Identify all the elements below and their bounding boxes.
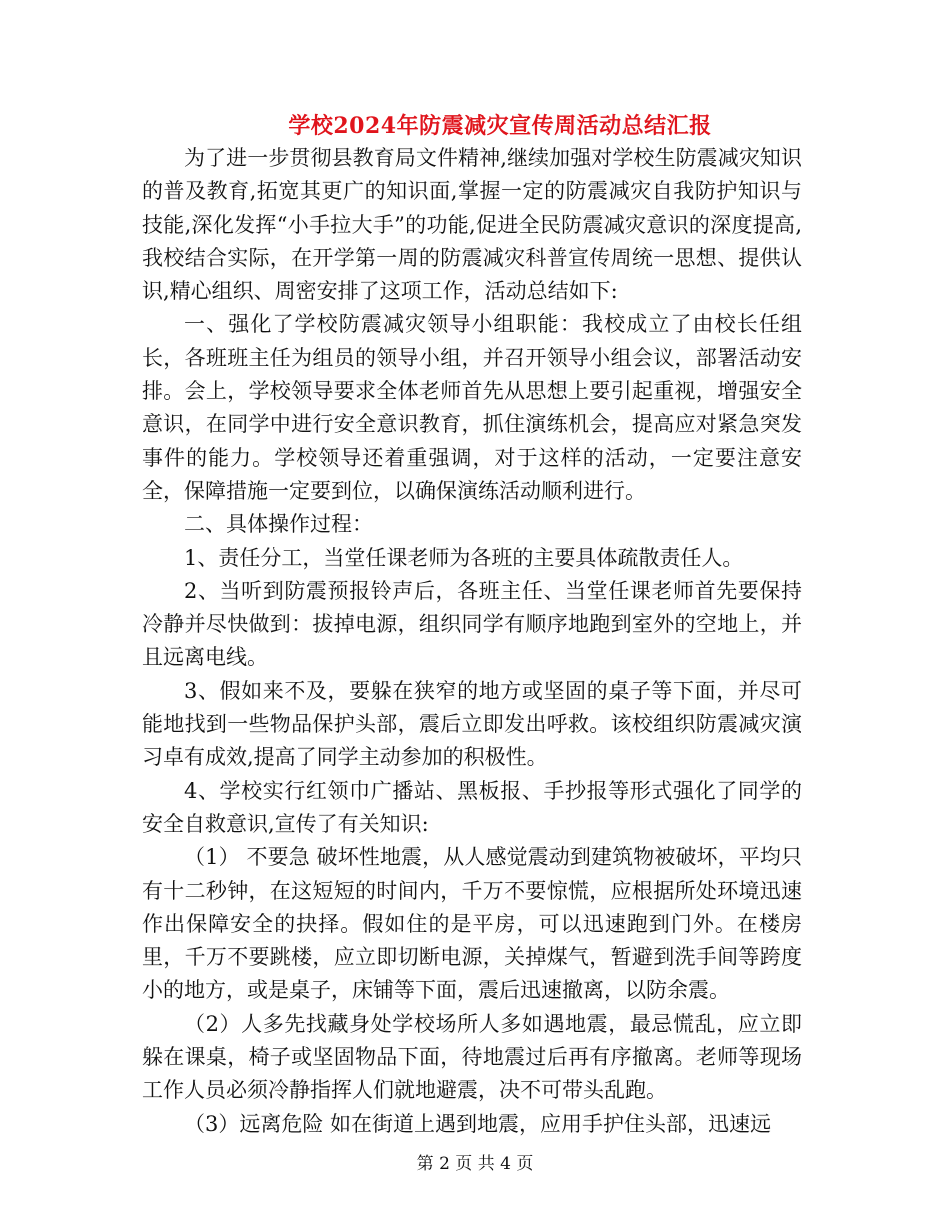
paragraph-tip-2: （2）人多先找藏身处学校场所人多如遇地震，最忌慌乱，应立即躲在课桌，椅子或坚固物品下面，待地震过后再有序撤离。老师等现场工作人员必须冷静指挥人们就地避震，决不可带头乱跑。: [142, 1011, 802, 1103]
page-number-footer: 第 2 页 共 4 页: [416, 1154, 534, 1174]
paragraph-step-2: 2、当听到防震预报铃声后，各班主任、当堂任课老师首先要保持冷静并尽快做到：拔掉电源，组织同学有顺序地跑到室外的空地上，并且远离电线。: [142, 578, 802, 670]
document-title: 学校2024年防震减灾宣传周活动总结汇报: [288, 113, 712, 139]
paragraph-tip-3: （3）远离危险 如在街道上遇到地震，应用手护住头部，迅速远: [184, 1111, 772, 1136]
paragraph-section-2-heading: 二、具体操作过程：: [184, 512, 373, 537]
paragraph-step-3: 3、假如来不及，要躲在狭窄的地方或坚固的桌子等下面，并尽可能地找到一些物品保护头部，震后立即发出呼救。该校组织防震减灾演习卓有成效,提高了同学主动参加的积极性。: [142, 678, 802, 770]
document-body: [142, 142, 802, 1141]
paragraph-section-1: 一、强化了学校防震减灾领导小组职能：我校成立了由校长任组长，各班班主任为组员的领导小组，并召开领导小组会议，部署活动安排。会上，学校领导要求全体老师首先从思想上要引起重视，增强安全意识，在同学中进行安全意识教育，抓住演练机会，提高应对紧急突发事件的能力。学校领导还着重强调，对于这样的活动，一定要注意安全，保障措施一定要到位，以确保演练活动顺利进行。: [142, 312, 802, 503]
paragraph-step-1: 1、责任分工，当堂任课老师为各班的主要具体疏散责任人。: [184, 545, 744, 570]
paragraph-tip-1: （1） 不要急 破坏性地震，从人感觉震动到建筑物被破坏，平均只有十二秒钟，在这短短的时间内，千万不要惊慌，应根据所处环境迅速作出保障安全的抉择。假如住的是平房，可以迅速跑到门外。在楼房里，千万不要跳楼，应立即切断电源，关掉煤气，暂避到洗手间等跨度小的地方，或是桌子，床铺等下面，震后迅速撤离，以防余震。: [142, 845, 802, 1003]
paragraph-intro: 为了进一步贯彻县教育局文件精神,继续加强对学校生防震减灾知识的普及教育,拓宽其更广的知识面,掌握一定的防震减灾自我防护知识与技能,深化发挥“小手拉大手”的功能,促进全民防震减灾意识的深度提高,我校结合实际，在开学第一周的防震减灾科普宣传周统一思想、提供认识,精心组织、周密安排了这项工作，活动总结如下:: [142, 146, 802, 304]
paragraph-step-4: 4、学校实行红领巾广播站、黑板报、手抄报等形式强化了同学的安全自救意识,宣传了有关知识:: [142, 778, 802, 836]
